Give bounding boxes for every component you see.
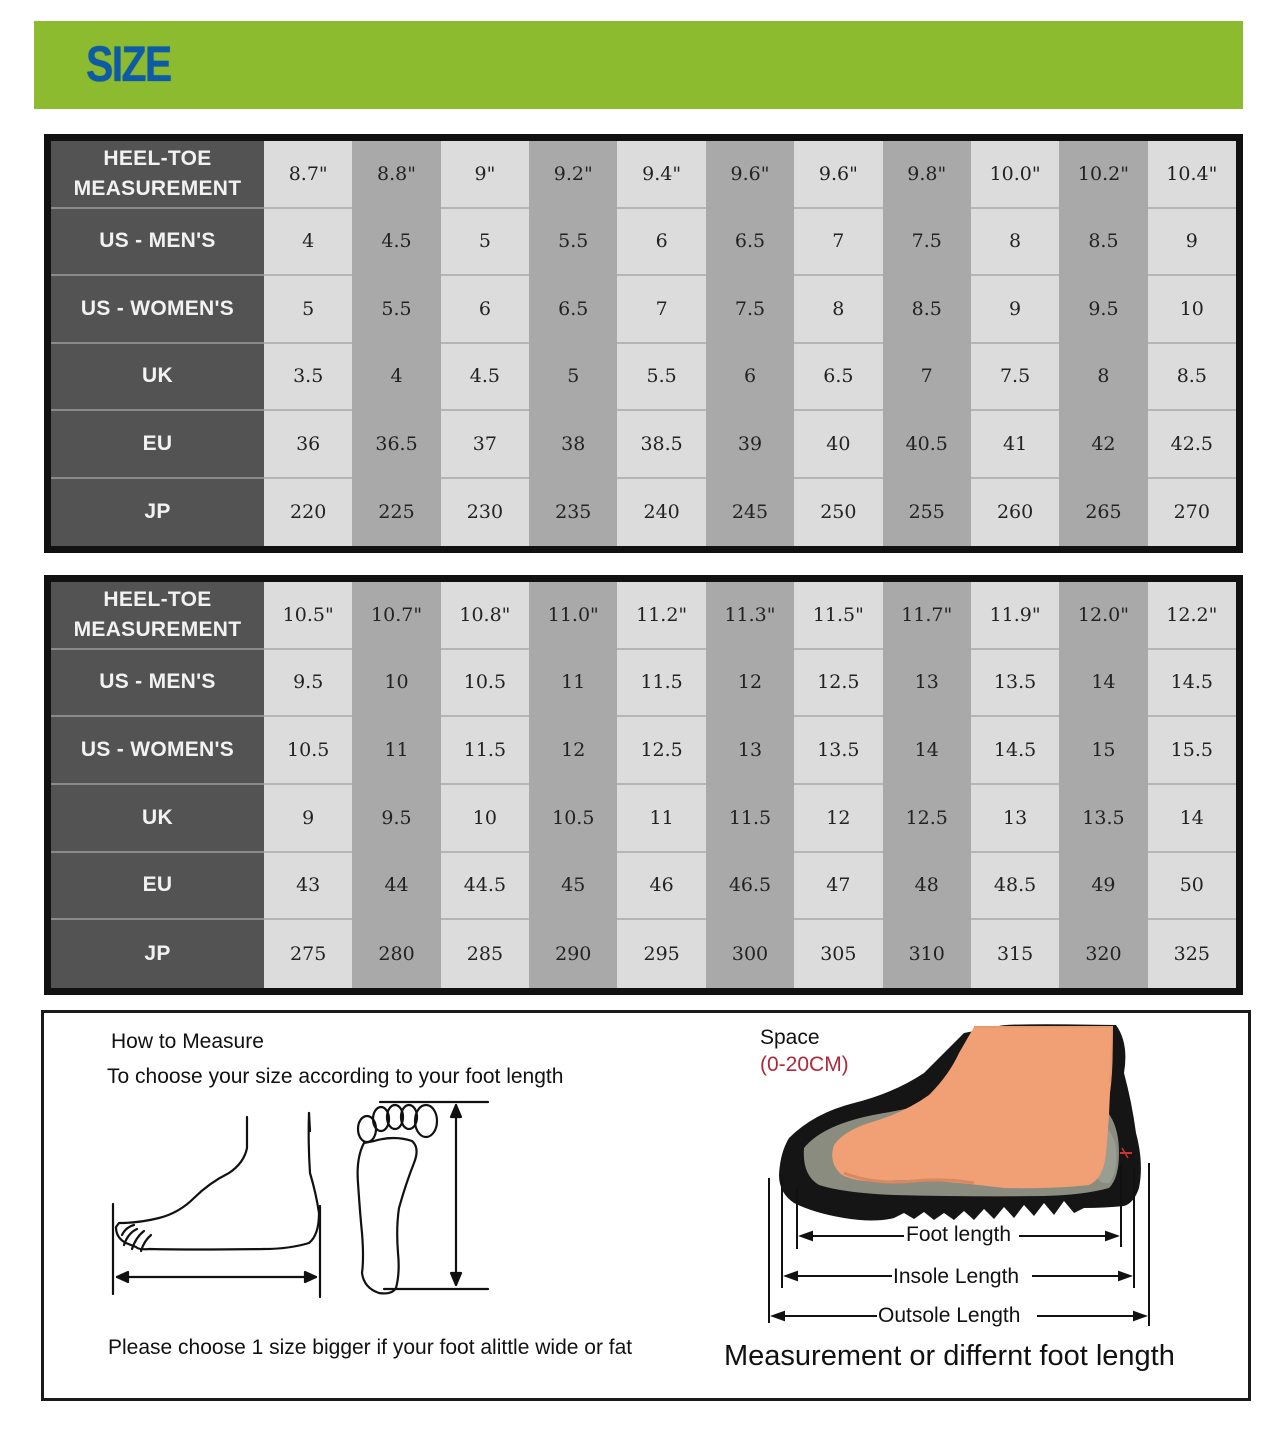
size-cell: 6.5: [529, 276, 617, 344]
size-cell: 12.2": [1148, 582, 1236, 650]
size-cell: 11: [529, 650, 617, 718]
size-cell: 6: [706, 344, 794, 412]
size-cell: 300: [706, 920, 794, 988]
size-cell: 9.6": [794, 141, 882, 209]
size-cell: 4: [352, 344, 440, 412]
size-cell: 9": [441, 141, 529, 209]
how-to-measure-title: How to Measure: [111, 1030, 264, 1053]
size-cell: 325: [1148, 920, 1236, 988]
size-cell: 9.8": [883, 141, 971, 209]
size-cell: 8: [1059, 344, 1147, 412]
size-cell: 42: [1059, 411, 1147, 479]
size-cell: 14: [1148, 785, 1236, 853]
size-cell: 14: [1059, 650, 1147, 718]
size-cell: 12: [794, 785, 882, 853]
size-cell: 295: [617, 920, 705, 988]
size-cell: 13: [971, 785, 1059, 853]
size-cell: 12.5: [794, 650, 882, 718]
size-cell: 5: [441, 209, 529, 277]
size-cell: 230: [441, 479, 529, 547]
size-cell: 225: [352, 479, 440, 547]
size-cell: 3.5: [264, 344, 352, 412]
row-header: JP: [51, 479, 264, 547]
size-cell: 10.5: [264, 717, 352, 785]
size-cell: 4: [264, 209, 352, 277]
size-cell: 10.5: [529, 785, 617, 853]
row-header: UK: [51, 785, 264, 853]
size-cell: 8: [971, 209, 1059, 277]
foot-length-label: Foot length: [906, 1223, 1012, 1246]
size-cell: 10.4": [1148, 141, 1236, 209]
size-cell: 15.5: [1148, 717, 1236, 785]
size-cell: 260: [971, 479, 1059, 547]
size-cell: 36.5: [352, 411, 440, 479]
size-cell: 4.5: [352, 209, 440, 277]
size-cell: 43: [264, 853, 352, 921]
size-cell: 310: [883, 920, 971, 988]
size-cell: 9: [264, 785, 352, 853]
size-cell: 40.5: [883, 411, 971, 479]
size-cell: 10.8": [441, 582, 529, 650]
size-cell: 8: [794, 276, 882, 344]
size-cell: 270: [1148, 479, 1236, 547]
size-cell: 250: [794, 479, 882, 547]
how-to-measure-panel: [41, 1010, 1251, 1401]
size-cell: 46.5: [706, 853, 794, 921]
size-cell: 8.5: [1148, 344, 1236, 412]
size-cell: 9.6": [706, 141, 794, 209]
row-header: EU: [51, 411, 264, 479]
size-cell: 9.5: [352, 785, 440, 853]
size-cell: 11.9": [971, 582, 1059, 650]
size-cell: 45: [529, 853, 617, 921]
size-cell: 10.5": [264, 582, 352, 650]
size-cell: 235: [529, 479, 617, 547]
size-cell: 9.2": [529, 141, 617, 209]
row-header: US - WOMEN'S: [51, 276, 264, 344]
size-cell: 9: [1148, 209, 1236, 277]
size-cell: 5.5: [352, 276, 440, 344]
row-header: UK: [51, 344, 264, 412]
size-cell: 37: [441, 411, 529, 479]
size-cell: 12: [529, 717, 617, 785]
row-header: JP: [51, 920, 264, 988]
size-cell: 12.0": [1059, 582, 1147, 650]
size-cell: 275: [264, 920, 352, 988]
size-cell: 8.5: [883, 276, 971, 344]
size-cell: 11.5: [706, 785, 794, 853]
space-range: (0-20CM): [760, 1053, 849, 1076]
size-cell: 12: [706, 650, 794, 718]
row-header: US - WOMEN'S: [51, 717, 264, 785]
size-up-note: Please choose 1 size bigger if your foot alittle wide or fat: [108, 1336, 633, 1359]
size-cell: 48: [883, 853, 971, 921]
size-cell: 44: [352, 853, 440, 921]
size-cell: 10: [1148, 276, 1236, 344]
size-cell: 8.8": [352, 141, 440, 209]
space-label: Space: [760, 1026, 820, 1049]
size-cell: 50: [1148, 853, 1236, 921]
size-banner: [34, 21, 1243, 109]
size-cell: 13.5: [794, 717, 882, 785]
size-cell: 7: [794, 209, 882, 277]
size-table-grid: [51, 582, 1236, 988]
row-header: US - MEN'S: [51, 650, 264, 718]
size-cell: 11.2": [617, 582, 705, 650]
size-cell: 14: [883, 717, 971, 785]
size-cell: 46: [617, 853, 705, 921]
size-table-2: [44, 575, 1243, 995]
size-cell: 47: [794, 853, 882, 921]
row-header: HEEL-TOE MEASUREMENT: [51, 582, 264, 650]
size-cell: 12.5: [617, 717, 705, 785]
size-cell: 9.5: [1059, 276, 1147, 344]
size-cell: 11.5: [441, 717, 529, 785]
size-cell: 15: [1059, 717, 1147, 785]
size-cell: 5: [264, 276, 352, 344]
size-cell: 5.5: [617, 344, 705, 412]
size-cell: 38.5: [617, 411, 705, 479]
size-cell: 49: [1059, 853, 1147, 921]
size-cell: 8.5: [1059, 209, 1147, 277]
banner-title: SIZE: [86, 36, 171, 92]
size-cell: 38: [529, 411, 617, 479]
size-cell: 13.5: [1059, 785, 1147, 853]
size-cell: 9: [971, 276, 1059, 344]
size-cell: 7: [617, 276, 705, 344]
size-cell: 36: [264, 411, 352, 479]
size-cell: 6: [441, 276, 529, 344]
size-cell: 44.5: [441, 853, 529, 921]
size-cell: 14.5: [1148, 650, 1236, 718]
size-cell: 9.4": [617, 141, 705, 209]
size-cell: 40: [794, 411, 882, 479]
size-cell: 7.5: [883, 209, 971, 277]
size-cell: 7.5: [971, 344, 1059, 412]
size-cell: 4.5: [441, 344, 529, 412]
size-cell: 315: [971, 920, 1059, 988]
size-cell: 10: [352, 650, 440, 718]
size-cell: 42.5: [1148, 411, 1236, 479]
size-cell: 10.2": [1059, 141, 1147, 209]
size-cell: 9.5: [264, 650, 352, 718]
size-cell: 39: [706, 411, 794, 479]
size-cell: 220: [264, 479, 352, 547]
size-table-grid: [51, 141, 1236, 546]
size-cell: 11.0": [529, 582, 617, 650]
size-cell: 11.5": [794, 582, 882, 650]
size-cell: 10: [441, 785, 529, 853]
size-cell: 7: [883, 344, 971, 412]
size-cell: 7.5: [706, 276, 794, 344]
size-cell: 11.5: [617, 650, 705, 718]
measurement-caption: Measurement or differnt foot length: [724, 1340, 1175, 1372]
size-cell: 285: [441, 920, 529, 988]
size-cell: 11.7": [883, 582, 971, 650]
size-cell: 290: [529, 920, 617, 988]
size-cell: 11.3": [706, 582, 794, 650]
size-cell: 41: [971, 411, 1059, 479]
size-cell: 320: [1059, 920, 1147, 988]
row-header: HEEL-TOE MEASUREMENT: [51, 141, 264, 209]
size-cell: 5: [529, 344, 617, 412]
size-cell: 10.5: [441, 650, 529, 718]
insole-length-label: Insole Length: [893, 1265, 1020, 1288]
row-header: EU: [51, 853, 264, 921]
size-cell: 280: [352, 920, 440, 988]
size-cell: 10.7": [352, 582, 440, 650]
outsole-length-label: Outsole Length: [878, 1304, 1021, 1327]
size-cell: 5.5: [529, 209, 617, 277]
size-cell: 13: [706, 717, 794, 785]
size-cell: 245: [706, 479, 794, 547]
size-cell: 305: [794, 920, 882, 988]
size-cell: 10.0": [971, 141, 1059, 209]
size-cell: 11: [617, 785, 705, 853]
size-cell: 13: [883, 650, 971, 718]
size-cell: 48.5: [971, 853, 1059, 921]
how-to-measure-subtitle: To choose your size according to your foot length: [107, 1065, 564, 1088]
row-header: US - MEN'S: [51, 209, 264, 277]
size-cell: 11: [352, 717, 440, 785]
size-cell: 240: [617, 479, 705, 547]
size-cell: 255: [883, 479, 971, 547]
size-cell: 6.5: [706, 209, 794, 277]
size-cell: 265: [1059, 479, 1147, 547]
footprint-drawing-icon: [358, 1102, 488, 1293]
size-cell: 6.5: [794, 344, 882, 412]
size-cell: 13.5: [971, 650, 1059, 718]
size-cell: 8.7": [264, 141, 352, 209]
size-cell: 12.5: [883, 785, 971, 853]
size-cell: 14.5: [971, 717, 1059, 785]
size-cell: 6: [617, 209, 705, 277]
size-table-1: [44, 134, 1243, 553]
